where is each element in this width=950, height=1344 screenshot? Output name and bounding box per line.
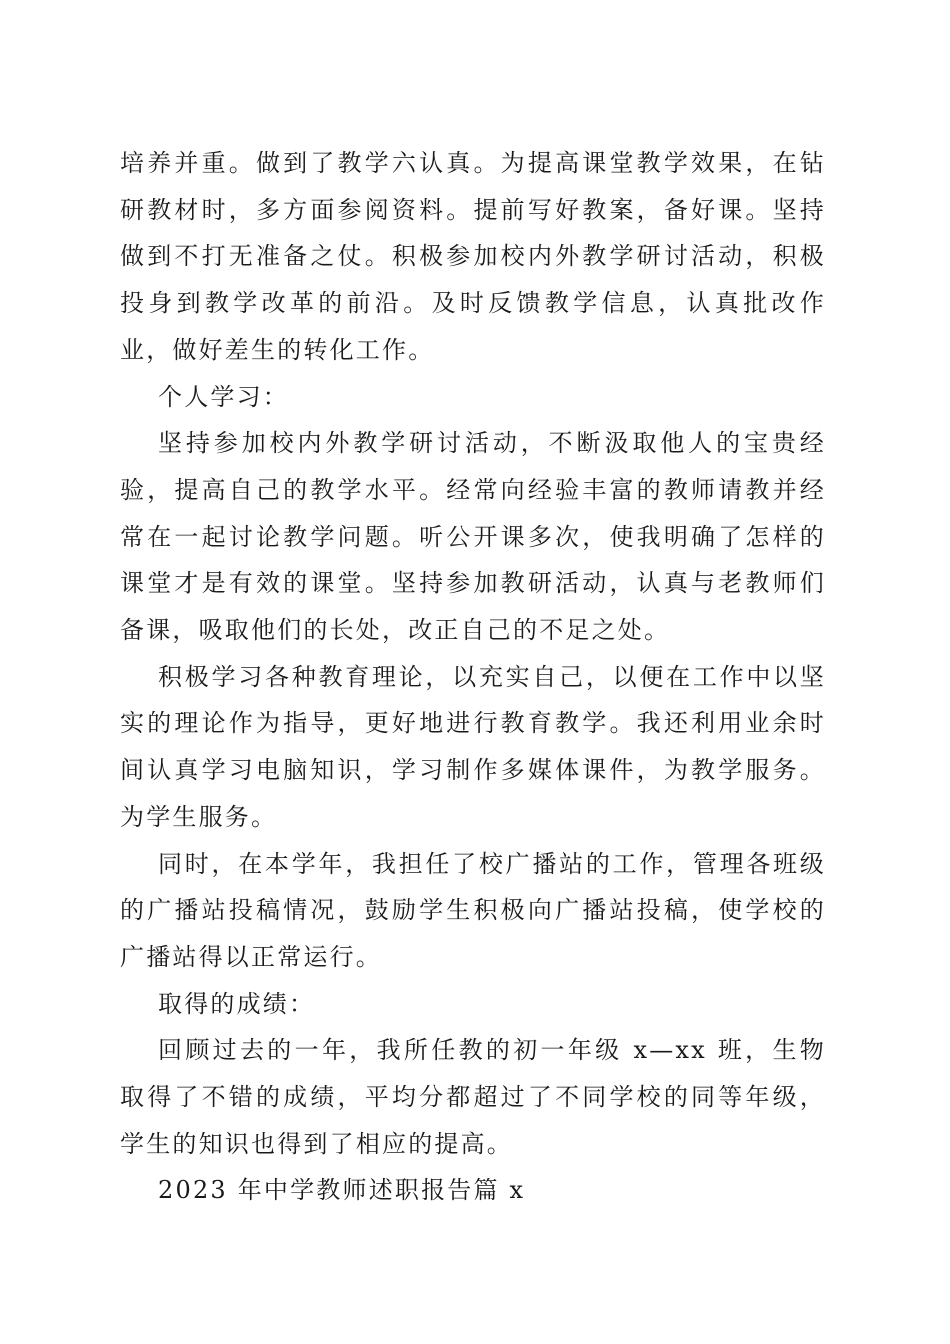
heading-achievements: 取得的成绩： — [158, 989, 316, 1018]
paragraph-broadcast-station: 同时，在本学年，我担任了校广播站的工作，管理各班级的广播站投稿情况，鼓励学生积极向广播站投稿，使学校的广播站得以正常运行。 — [120, 849, 826, 971]
paragraph-achievements: 回顾过去的一年，我所任教的初一年级 x—xx 班，生物取得了不错的成绩，平均分都超过了不同学校的同等年级，学生的知识也得到了相应的提高。 — [120, 1036, 826, 1158]
heading-personal-study: 个人学习： — [158, 382, 289, 411]
next-report-title: 2023 年中学教师述职报告篇 x — [158, 1176, 526, 1205]
paragraph-teaching-continuation: 培养并重。做到了教学六认真。为提高课堂教学效果，在钻研教材时，多方面参阅资料。提前写好教案，备好课。坚持做到不打无准备之仗。积极参加校内外教学研讨活动，积极投身到教学改革的前沿。及时反馈教学信息，认真批改作业，做好差生的转化工作。 — [120, 149, 826, 364]
paragraph-education-theory: 积极学习各种教育理论，以充实自己，以便在工作中以坚实的理论作为指导，更好地进行教育教学。我还利用业余时间认真学习电脑知识，学习制作多媒体课件，为教学服务。为学生服务。 — [120, 662, 826, 831]
document-body — [120, 140, 826, 1214]
paragraph-research-activities: 坚持参加校内外教学研讨活动，不断汲取他人的宝贵经验，提高自己的教学水平。经常向经验丰富的教师请教并经常在一起讨论教学问题。听公开课多次，使我明确了怎样的课堂才是有效的课堂。坚持参加教研活动，认真与老教师们备课，吸取他们的长处，改正自己的不足之处。 — [120, 429, 826, 645]
